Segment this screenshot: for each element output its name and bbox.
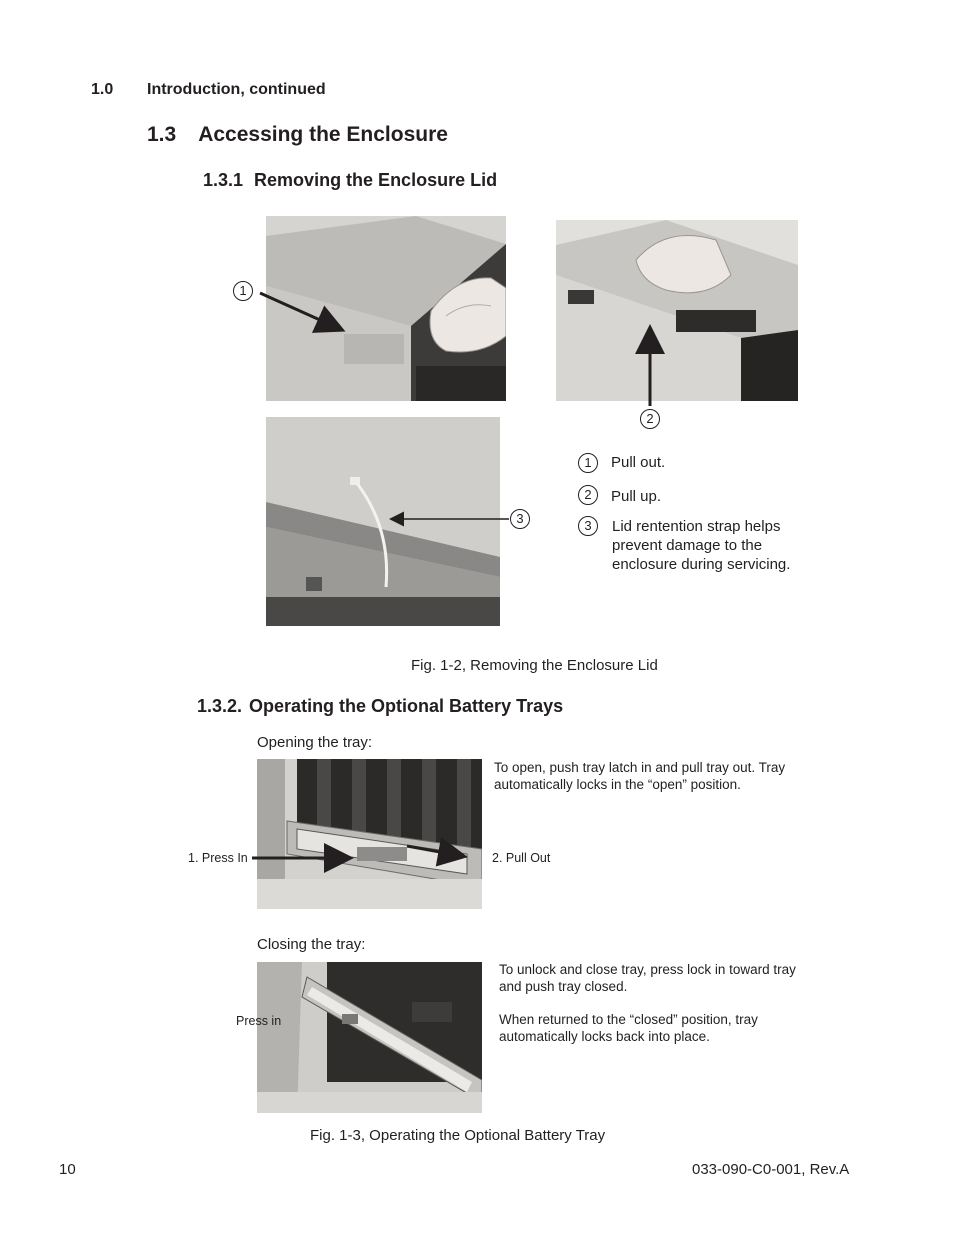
closing-label: Closing the tray:	[257, 936, 366, 953]
subsection-2-number: 1.3.2.	[197, 696, 243, 716]
photo-closing-tray	[257, 962, 482, 1113]
closing-description-1: To unlock and close tray, press lock in toward tray and push tray closed.	[499, 962, 796, 994]
legend-text-2: Pull up.	[611, 488, 662, 505]
section-title: Accessing the Enclosure	[198, 123, 448, 146]
subsection-2-title: Operating the Optional Battery Trays	[249, 696, 564, 716]
section-number: 1.3	[147, 123, 177, 146]
legend-num-2: 2	[578, 485, 598, 505]
arrow-pull-out-tray	[407, 846, 462, 856]
opening-label: Opening the tray:	[257, 734, 373, 751]
fig13-caption: Fig. 1-3, Operating the Optional Battery Tray	[310, 1127, 606, 1144]
callout-1: 1	[233, 281, 253, 301]
closing-description-2: When returned to the “closed” position, tray automatically locks back into place.	[499, 1012, 758, 1044]
legend-text-1: Pull out.	[611, 454, 666, 471]
section-header-number: 1.0	[91, 81, 114, 98]
legend-num-3: 3	[578, 516, 598, 536]
subsection-1-number: 1.3.1	[203, 170, 244, 190]
closing-press-in-label: Press in	[236, 1014, 282, 1028]
callout-2: 2	[640, 409, 660, 429]
pull-out-label: 2. Pull Out	[492, 851, 551, 865]
press-in-label: 1. Press In	[188, 851, 248, 865]
fig12-caption: Fig. 1-2, Removing the Enclosure Lid	[411, 657, 658, 674]
legend-num-1: 1	[578, 453, 598, 473]
section-header-title: Introduction, continued	[147, 81, 326, 98]
callout-3: 3	[510, 509, 530, 529]
document-id: 033-090-C0-001, Rev.A	[692, 1161, 850, 1178]
opening-description: To open, push tray latch in and pull tray out. Tray automatically locks in the “open” position.	[494, 760, 786, 792]
page-number: 10	[59, 1161, 76, 1178]
arrow-pull-out	[260, 293, 340, 329]
legend-text-3: Lid rentention strap helps prevent damage to the enclosure during servicing.	[612, 518, 791, 573]
subsection-1-title: Removing the Enclosure Lid	[254, 170, 498, 190]
